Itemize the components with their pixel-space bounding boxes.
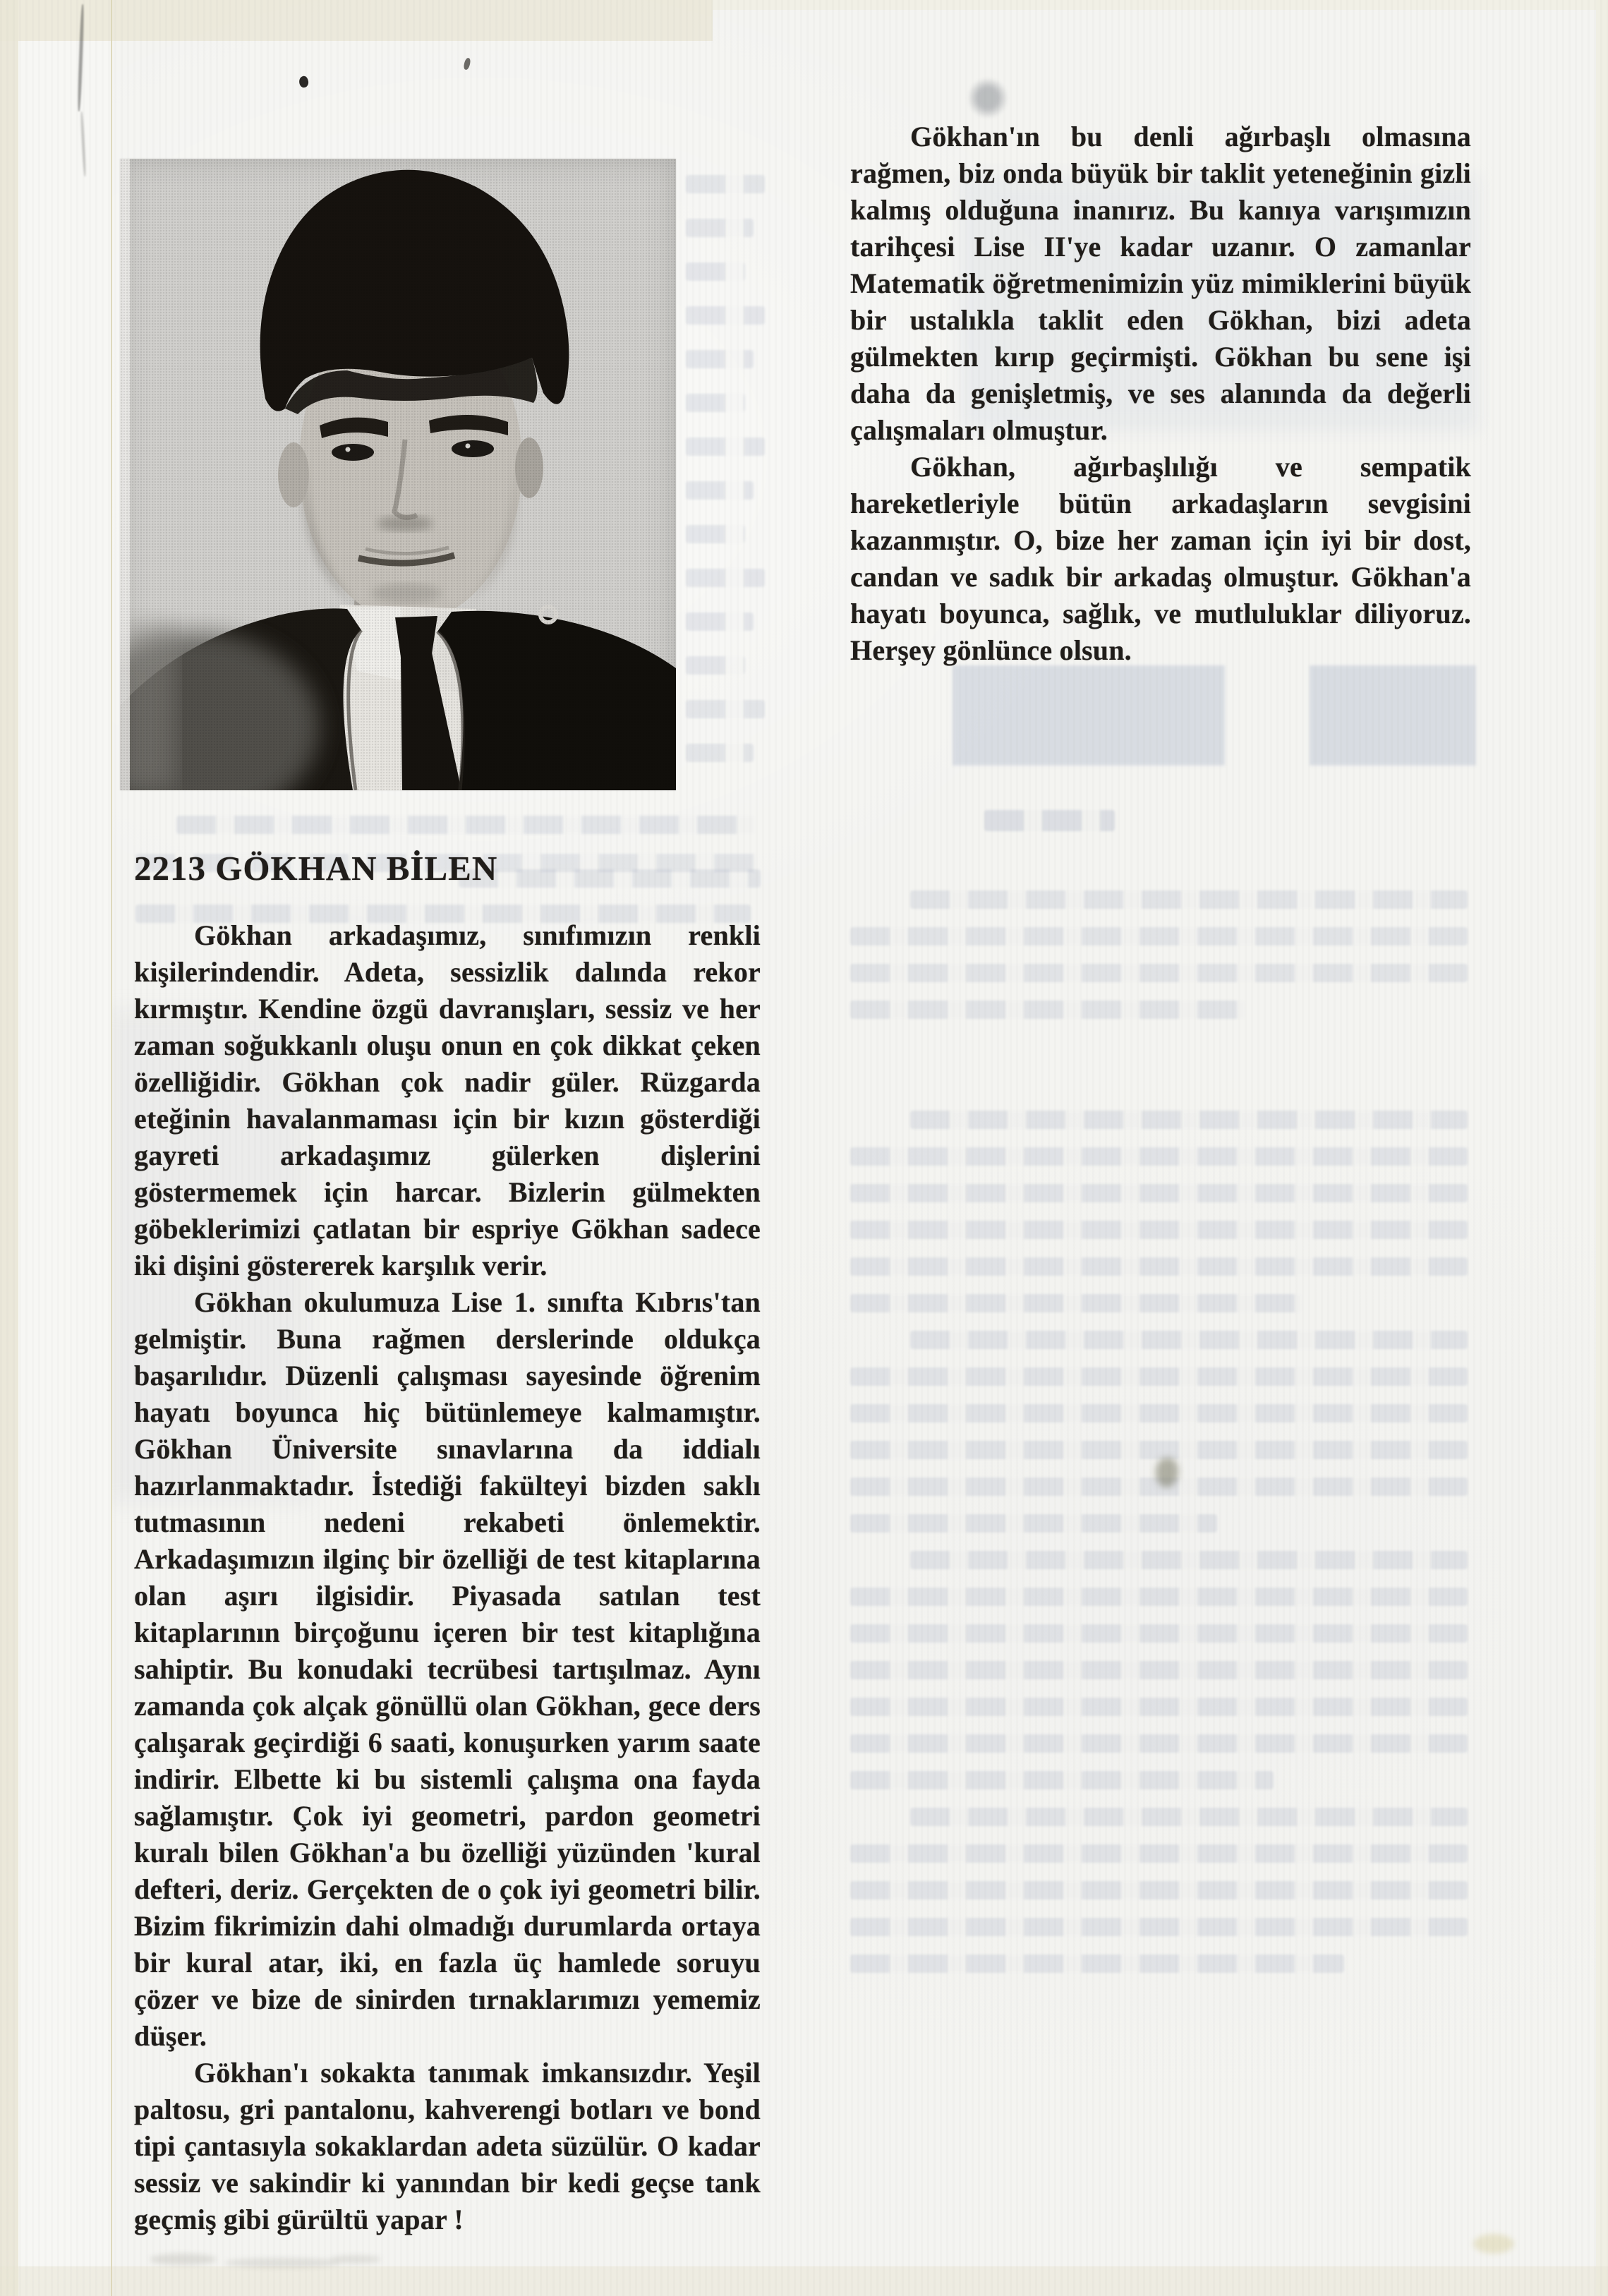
ghost-line <box>850 1734 1468 1753</box>
gray-smudge-mark <box>967 78 1009 119</box>
portrait-illustration <box>120 159 676 790</box>
ghost-line <box>910 1808 1468 1826</box>
ghost-line <box>686 612 754 631</box>
bottom-smudge <box>330 2255 381 2264</box>
page-left-margin <box>18 0 111 2296</box>
page-bottom-band <box>0 2266 1608 2296</box>
ghost-line <box>850 1881 1468 1899</box>
ghost-line <box>850 1514 1217 1533</box>
ghost-line <box>686 656 745 675</box>
page-right-edge <box>1596 0 1608 2296</box>
ghost-line <box>459 869 761 888</box>
ghost-line <box>850 1771 1274 1789</box>
binding-crease-line <box>111 0 112 2296</box>
student-heading: 2213 GÖKHAN BİLEN <box>134 849 498 888</box>
right-text-column <box>850 119 1471 669</box>
ghost-line <box>850 927 1468 945</box>
bio-paragraph: Gökhan, ağırbaşlılığı ve sempatik hareketleriyle bütün arkadaşların sevgisini kazanmıştır. O, bize her zaman için iyi bir dost, candan ve sadık bir arkadaş olmuştur. Gökhan'a hayatı boyunca, sağlık, ve mutluluklar diliyoruz. Herşey gönlünce olsun. <box>850 451 1471 666</box>
bio-paragraph: Gökhan arkadaşımız, sınıfımızın renkli kişilerindendir. Adeta, sessizlik dalında rekor kırmıştır. Kendine özgü davranışları, sessiz ve her zaman soğukkanlı oluşu onun en çok dikkat çeken özelliğidir. Gökhan çok nadir güler. Rüzgarda eteğinin havalanmaması için bir kızın gösterdiği gayreti arkadaşımız gülerken dişlerini göstermemek için harcar. Bizlerin gülmekten göbeklerimizi çatlatan bir espriye Gökhan sadece iki dişini göstererek karşılık verir. <box>134 919 761 1281</box>
ghost-line <box>910 890 1468 909</box>
ghost-line <box>686 306 765 325</box>
ghost-line <box>850 1257 1468 1276</box>
ghost-line <box>686 262 745 281</box>
ghost-photo-block <box>953 665 1225 766</box>
bottom-smudge <box>150 2254 217 2265</box>
ghost-line <box>686 525 745 543</box>
ghost-line <box>686 569 765 587</box>
ghost-line <box>686 437 765 456</box>
ghost-line <box>850 1661 1468 1679</box>
ghost-line <box>850 1184 1468 1202</box>
ghost-line <box>686 394 745 412</box>
bottom-yellow-spot <box>1473 2234 1514 2254</box>
ink-tick-mark <box>463 57 471 70</box>
ink-dot-mark <box>298 75 310 88</box>
ghost-line <box>850 1588 1468 1606</box>
ghost-line <box>850 1147 1468 1166</box>
ghost-line <box>686 744 754 762</box>
page-top-band <box>0 0 713 41</box>
left-text-column <box>134 917 761 2238</box>
student-portrait-photo <box>120 159 676 790</box>
ghost-line <box>850 1954 1344 1973</box>
ghost-line <box>850 1698 1468 1716</box>
ghost-line <box>910 1551 1468 1569</box>
bio-paragraph: Gökhan okulumuza Lise 1. sınıfta Kıbrıs'tan gelmiştir. Buna rağmen derslerinde oldukça başarılıdır. Düzenli çalışması sayesinde öğrenim hayatı boyunca hiç bütünlemeye kalmamıştır. Gökhan Üniversite sınavlarına da iddialı hazırlanmaktadır. İstediği fakülteyi bizden saklı tutmasının nedeni rekabeti önlemektir. Arkadaşımızın ilginç bir özelliği de test kitaplarına olan aşırı ilgisidir. Piyasada satılan test kitaplarının birçoğunu içeren bir test kitaplığına sahiptir. Bu konudaki tecrübesi tartışılmaz. Aynı zamanda çok alçak gönüllü olan Gökhan, gece ders çalışarak geçirdiği 6 saati, konuşurken yarım saate indirir. Elbette ki bu sistemli çalışma ona fayda sağlamıştır. Çok iyi geometri, pardon geometri kuralı bilen Gökhan'a bu özelliği yüzünden 'kural defteri, deriz. Gerçekten de o çok iyi geometri bilir. Bizim fikrimizin dahi olmadığı durumlarda ortaya bir kural atar, iki, en fazla üç hamlede soruyu çözer ve bize de sinirden tırnaklarımızı yememiz düşer. <box>134 1286 761 2052</box>
ghost-line <box>850 1001 1245 1019</box>
ghost-line <box>850 1624 1468 1643</box>
bio-paragraph: Gökhan'ın bu denli ağırbaşlı olmasına rağmen, biz onda büyük bir taklit yeteneğinin gizli kalmış olduğuna inanırız. Bu kanıya varışımızın tarihçesi Lise II'ye kadar uzanır. O zamanlar Matematik öğretmenimizin yüz mimiklerini büyük bir ustalıkla taklit eden Gökhan, bizi adeta gülmekten kırıp geçirmişti. Gökhan bu sene işi daha da genişletmiş, ve ses alanında da değerli çalışmaları olmuştur. <box>850 121 1471 446</box>
ghost-line <box>850 1294 1302 1312</box>
ghost-photo-block <box>1310 665 1476 766</box>
ghost-line <box>850 1221 1468 1239</box>
ghost-line <box>176 816 755 834</box>
bottom-smudge <box>224 2258 341 2268</box>
ghost-line <box>910 1111 1468 1129</box>
ghost-line <box>850 1918 1468 1936</box>
ghost-line <box>850 1844 1468 1863</box>
page-top-strip <box>713 0 1608 10</box>
ghost-line <box>850 1441 1468 1459</box>
ghost-line <box>910 1331 1468 1349</box>
ghost-line <box>686 700 765 718</box>
ghost-line <box>686 219 754 237</box>
page-left-edge <box>0 0 18 2296</box>
ghost-line <box>984 810 1115 831</box>
ghost-line <box>850 964 1468 982</box>
ghost-line <box>850 1404 1468 1422</box>
bio-paragraph: Gökhan'ı sokakta tanımak imkansızdır. Yeşil paltosu, gri pantalonu, kahverengi botları ve bond tipi çantasıyla sokaklardan adeta süzülür. O kadar sessiz ve sakindir ki yanından bir kedi geçse tank geçmiş gibi gürültü yapar ! <box>134 2057 761 2235</box>
ghost-line <box>850 1367 1468 1386</box>
ghost-line <box>686 350 754 368</box>
ghost-line <box>686 481 754 500</box>
ghost-line <box>686 175 765 193</box>
